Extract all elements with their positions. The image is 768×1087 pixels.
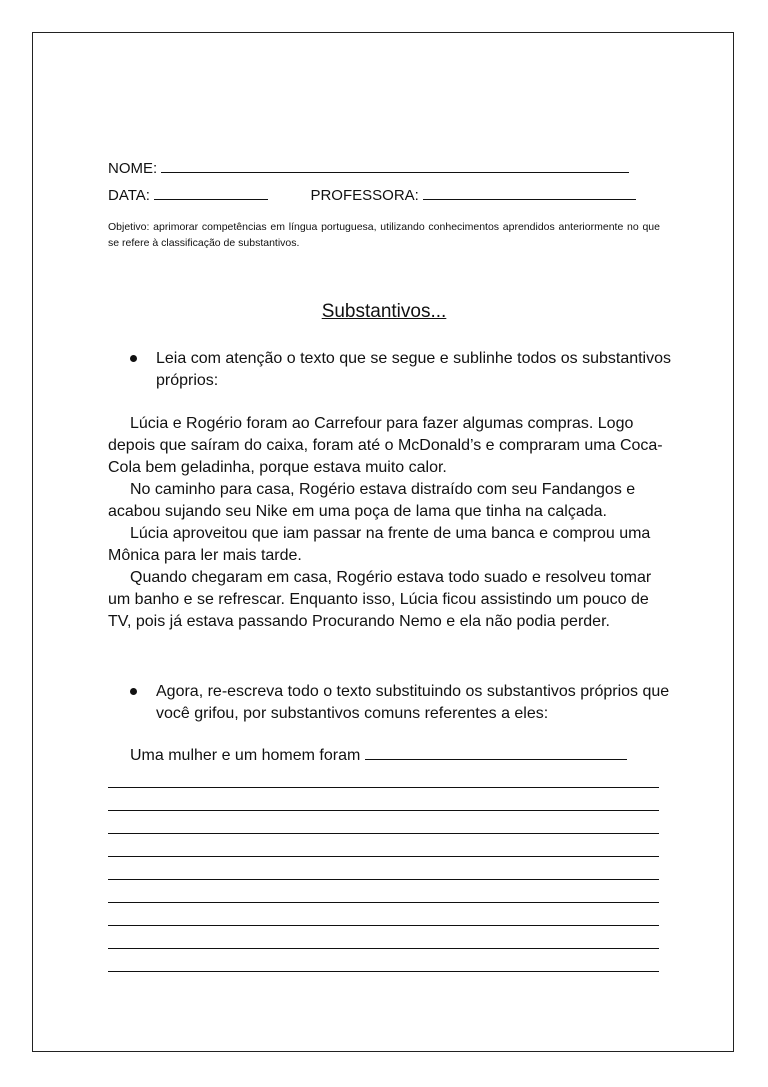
answer-line[interactable] xyxy=(108,948,659,949)
page-title: Substantivos... xyxy=(321,301,447,322)
answer-line[interactable] xyxy=(108,810,659,811)
teacher-blank[interactable] xyxy=(423,185,636,200)
story-paragraph-3: Lúcia aproveitou que iam passar na frente de uma banca e comprou uma Mônica para ler mais tarde. xyxy=(108,525,651,564)
answer-line[interactable] xyxy=(108,833,659,834)
story-paragraph-4: Quando chegaram em casa, Rogério estava todo suado e resolveu tomar um banho e se refrescar. Enquanto isso, Lúcia ficou assistindo um pouco de TV, pois já estava passando Procurando Nemo e ela não podia perder. xyxy=(108,569,652,630)
answer-line[interactable] xyxy=(108,925,659,926)
answer-start-line xyxy=(130,745,627,767)
answer-line[interactable] xyxy=(108,787,659,788)
answer-start-text: Uma mulher e um homem foram xyxy=(130,747,361,764)
answer-line[interactable] xyxy=(108,879,659,880)
bullet-icon xyxy=(130,355,137,362)
answer-blank-first[interactable] xyxy=(365,745,627,760)
answer-line[interactable] xyxy=(108,856,659,857)
story-paragraph-2: No caminho para casa, Rogério estava distraído com seu Fandangos e acabou sujando seu Nike em uma poça de lama que tinha na calçada. xyxy=(108,481,636,520)
story-paragraph-1: Lúcia e Rogério foram ao Carrefour para fazer algumas compras. Logo depois que saíram do caixa, foram até o McDonald’s e compraram uma Coca-Cola bem geladinha, porque estava muito calor. xyxy=(108,415,663,476)
name-blank[interactable] xyxy=(161,158,629,173)
instruction-2-text: Agora, re-escreva todo o texto substituindo os substantivos próprios que você grifou, por substantivos comuns referentes a eles: xyxy=(156,683,670,722)
teacher-label: PROFESSORA: xyxy=(310,187,419,204)
instruction-1-text: Leia com atenção o texto que se segue e sublinhe todos os substantivos próprios: xyxy=(156,350,672,389)
story-text xyxy=(108,413,668,633)
date-teacher-line xyxy=(108,185,636,206)
objective-text: Objetivo: aprimorar competências em língua portuguesa, utilizando conhecimentos aprendidos anteriormente no que se refere à classificação de substantivos. xyxy=(108,221,660,249)
name-line xyxy=(108,158,629,179)
date-blank[interactable] xyxy=(154,185,268,200)
answer-line[interactable] xyxy=(108,902,659,903)
answer-line[interactable] xyxy=(108,971,659,972)
bullet-icon xyxy=(130,688,137,695)
name-label: NOME: xyxy=(108,160,158,177)
date-label: DATA: xyxy=(108,187,150,204)
